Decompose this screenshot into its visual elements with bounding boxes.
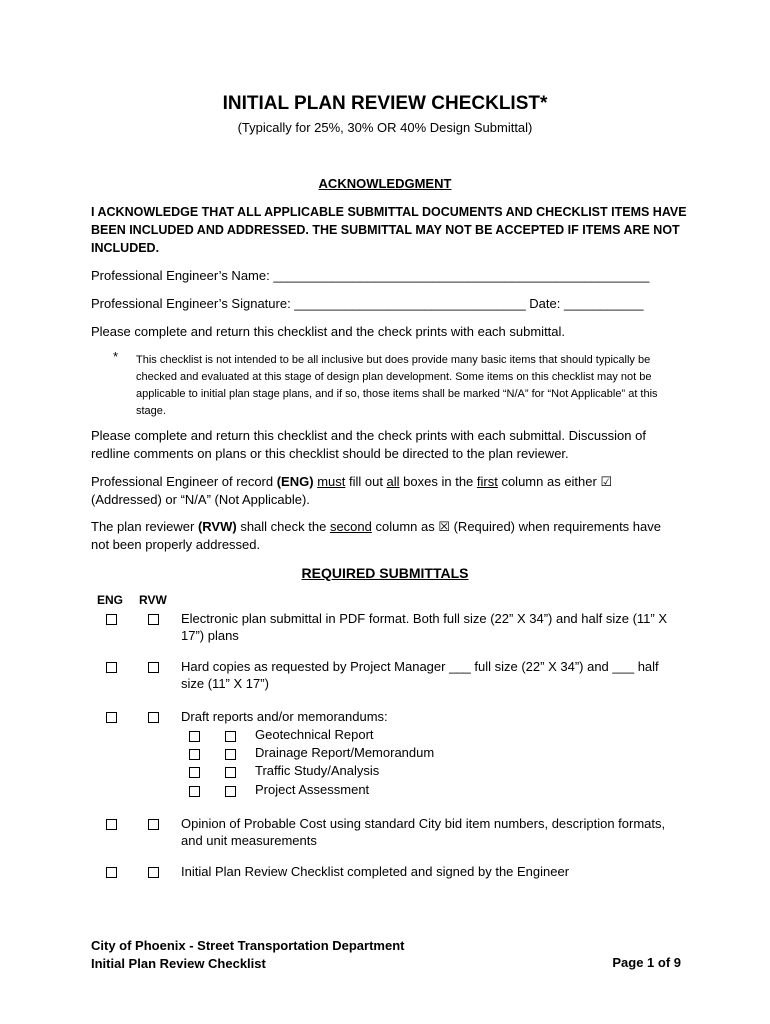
p3-text-c: column as ☒ (Required) when requirements have not been properly addressed. — [91, 519, 661, 552]
item-5-rvw-checkbox[interactable] — [148, 867, 159, 878]
item-5-text: Initial Plan Review Checklist completed and signed by the Engineer — [181, 864, 570, 879]
p2-must: must — [317, 474, 346, 489]
item-1-rvw-checkbox[interactable] — [148, 614, 159, 625]
page-title: INITIAL PLAN REVIEW CHECKLIST* — [222, 93, 548, 114]
sub-1-eng-checkbox[interactable] — [189, 731, 200, 742]
page-subtitle: (Typically for 25%, 30% OR 40% Design Submittal) — [237, 120, 533, 135]
page-number: Page 1 of 9 — [612, 955, 681, 970]
p3-rvw-label: (RVW) — [197, 519, 237, 534]
return-instruction: Please complete and return this checklist and the check prints with each submittal. — [91, 324, 566, 339]
item-4-eng-checkbox[interactable] — [106, 819, 117, 830]
sub-item-traffic: Traffic Study/Analysis — [255, 763, 380, 778]
note-marker: * — [113, 349, 119, 364]
sub-3-eng-checkbox[interactable] — [189, 767, 200, 778]
sub-2-eng-checkbox[interactable] — [189, 749, 200, 760]
p3-text-b: shall check the — [236, 519, 330, 534]
p3-text-a: The plan reviewer — [91, 519, 198, 534]
p2-text-d: column as either ☑ (Addressed) or “N/A” (Not Applicable). — [91, 474, 613, 507]
engineer-name-line[interactable]: Professional Engineer’s Name: ____________________________________________________ — [91, 268, 650, 283]
item-2-text: Hard copies as requested by Project Manager ___ full size (22” X 34”) and ___ half size (11” X 17”) — [181, 659, 659, 691]
footer-department: City of Phoenix - Street Transportation Department — [91, 938, 405, 953]
p2-text-a: Professional Engineer of record — [91, 474, 277, 489]
p2-all: all — [386, 474, 400, 489]
footer-document-name: Initial Plan Review Checklist — [91, 956, 266, 971]
acknowledgment-statement: I ACKNOWLEDGE THAT ALL APPLICABLE SUBMITTAL DOCUMENTS AND CHECKLIST ITEMS HAVE BEEN INCLUDED AND ADDRESSED. THE SUBMITTAL MAY NOT BE ACCEPTED IF ITEMS ARE NOT INCLUDED. — [91, 205, 687, 255]
footer-left — [91, 937, 405, 973]
item-4-rvw-checkbox[interactable] — [148, 819, 159, 830]
required-submittals-heading: REQUIRED SUBMITTALS — [301, 565, 469, 581]
sub-item-drainage: Drainage Report/Memorandum — [255, 745, 435, 760]
acknowledgment-heading: ACKNOWLEDGMENT — [318, 176, 452, 191]
sub-1-rvw-checkbox[interactable] — [225, 731, 236, 742]
p2-eng-label: (ENG) — [276, 474, 314, 489]
engineer-signature-line[interactable]: Professional Engineer’s Signature: ________________________________ Date: ___________ — [91, 296, 644, 311]
p2-first: first — [476, 474, 498, 489]
item-3-text: Draft reports and/or memorandums: — [181, 709, 388, 724]
sub-4-rvw-checkbox[interactable] — [225, 786, 236, 797]
sub-item-project-assessment: Project Assessment — [255, 782, 370, 797]
sub-3-rvw-checkbox[interactable] — [225, 767, 236, 778]
sub-2-rvw-checkbox[interactable] — [225, 749, 236, 760]
sub-4-eng-checkbox[interactable] — [189, 786, 200, 797]
item-1-eng-checkbox[interactable] — [106, 614, 117, 625]
disclaimer-note: This checklist is not intended to be all inclusive but does provide many basic items that should typically be checked and evaluated at this stage of design plan development. Some items on this checklist may not be applicable to initial plan stage plans, and if so, those items shall be marked “N/A” for “Not Applicable” at this stage. — [136, 354, 658, 417]
item-2-rvw-checkbox[interactable] — [148, 662, 159, 673]
item-3-eng-checkbox[interactable] — [106, 712, 117, 723]
p2-text-b: fill out — [345, 474, 387, 489]
item-3-rvw-checkbox[interactable] — [148, 712, 159, 723]
item-5-eng-checkbox[interactable] — [106, 867, 117, 878]
instruction-paragraph-3 — [91, 518, 681, 554]
rvw-column-header: RVW — [139, 593, 167, 607]
p2-text-c: boxes in the — [399, 474, 477, 489]
p3-second: second — [329, 519, 372, 534]
item-4-text: Opinion of Probable Cost using standard City bid item numbers, description formats, and unit measurements — [181, 816, 666, 848]
item-2-eng-checkbox[interactable] — [106, 662, 117, 673]
instruction-paragraph-1: Please complete and return this checklist and the check prints with each submittal. Discussion of redline comments on plans or this checklist should be directed to the plan reviewer. — [91, 428, 646, 461]
item-1-text: Electronic plan submittal in PDF format. Both full size (22” X 34”) and half size (11” X 17”) plans — [181, 611, 668, 643]
eng-column-header: ENG — [97, 593, 124, 607]
instruction-paragraph-2 — [91, 473, 681, 509]
sub-item-geotechnical: Geotechnical Report — [255, 727, 374, 742]
